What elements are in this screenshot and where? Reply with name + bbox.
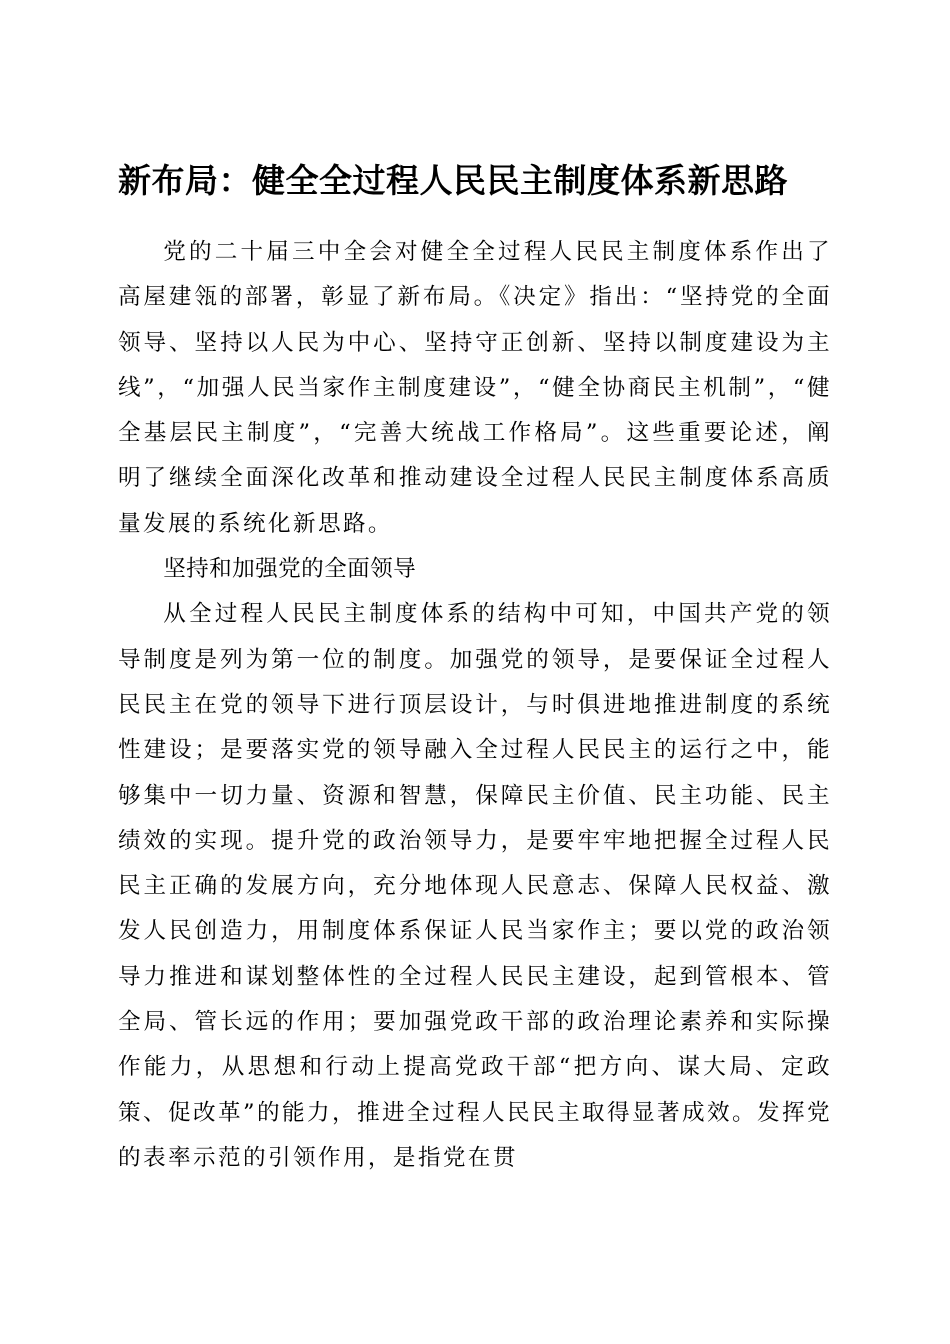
section-heading: 坚持和加强党的全面领导 <box>163 556 417 583</box>
body-paragraph-party-leadership: 从全过程人民民主制度体系的结构中可知，中国共产党的领导制度是列为第一位的制度。加强党的领导，是要保证全过程人民民主在党的领导下进行顶层设计，与时俱进地推进制度的系统性建设；是要落实党的领导融入全过程人民民主的运行之中，能够集中一切力量、资源和智慧，保障民主价值、民主功能、民主绩效的实现。提升党的政治领导力，是要牢牢地把握全过程人民民主正确的发展方向，充分地体现人民意志、保障人民权益、激发人民创造力，用制度体系保证人民当家作主；要以党的政治领导力推进和谋划整体性的全过程人民民主建设，起到管根本、管全局、管长远的作用；要加强党政干部的政治理论素养和实际操作能力，从思想和行动上提高党政干部“把方向、谋大局、定政策、促改革”的能力，推进全过程人民民主取得显著成效。发挥党的表率示范的引领作用，是指党在贯 <box>118 601 832 1171</box>
document-body <box>118 230 832 1181</box>
document-title: 新布局：健全全过程人民民主制度体系新思路 <box>118 161 788 201</box>
body-paragraph-intro: 党的二十届三中全会对健全全过程人民民主制度体系作出了高屋建瓴的部署，彰显了新布局。《决定》指出：“坚持党的全面领导、坚持以人民为中心、坚持守正创新、坚持以制度建设为主线”，“加强人民当家作主制度建设”，“健全协商民主机制”，“健全基层民主制度”，“完善大统战工作格局”。这些重要论述，阐明了继续全面深化改革和推动建设全过程人民民主制度体系高质量发展的系统化新思路。 <box>118 239 832 537</box>
